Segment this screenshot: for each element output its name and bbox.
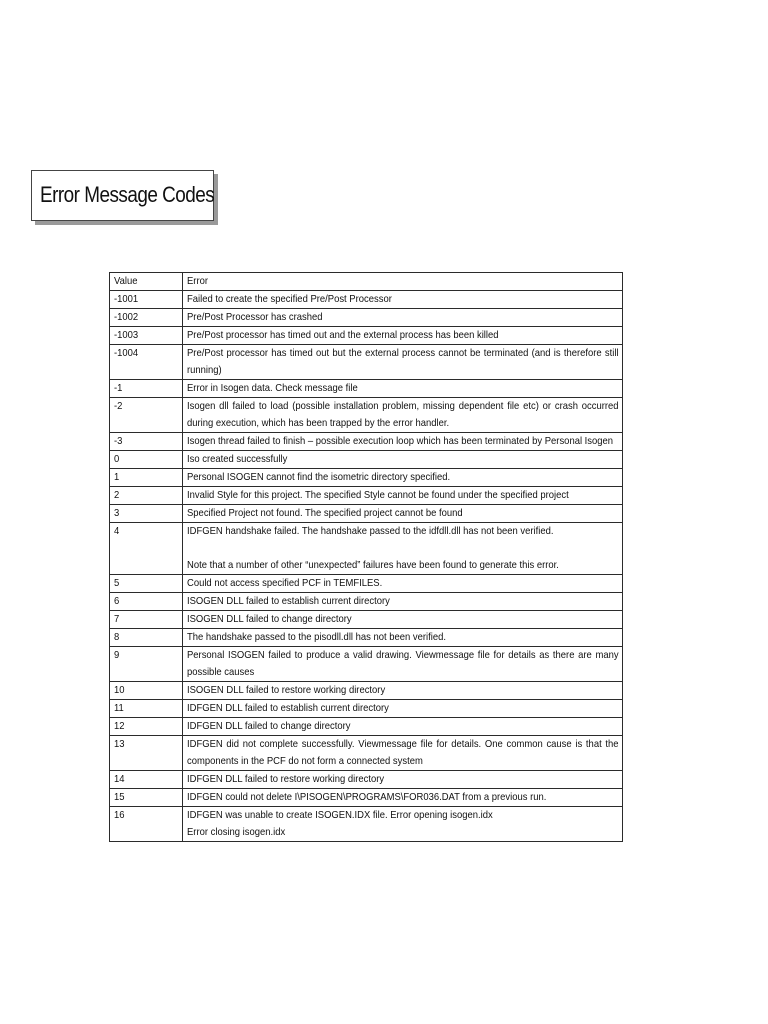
row-value: 11 <box>114 702 124 714</box>
row-value-cell <box>110 345 183 380</box>
header-error: Error <box>183 273 623 291</box>
row-error: IDFGEN was unable to create ISOGEN.IDX file. Error opening isogen.idx Error closing isogen.idx <box>187 809 493 838</box>
row-error: IDFGEN DLL failed to restore working directory <box>187 773 385 785</box>
row-value-cell <box>110 789 183 807</box>
table-row <box>110 380 623 398</box>
row-error: Iso created successfully <box>187 453 288 465</box>
row-error-cell <box>183 593 623 611</box>
row-value: -1003 <box>114 329 139 341</box>
row-error: IDFGEN did not complete successfully. Viewmessage file for details. One common cause is that the components in the PCF do not form a connected system <box>187 738 619 767</box>
table-row <box>110 593 623 611</box>
row-error: Failed to create the specified Pre/Post Processor <box>187 293 392 305</box>
row-value: 5 <box>114 577 120 589</box>
table-row <box>110 789 623 807</box>
row-error-cell <box>183 380 623 398</box>
row-value-cell <box>110 593 183 611</box>
row-error: Pre/Post processor has timed out and the external process has been killed <box>187 329 499 341</box>
row-error: Pre/Post processor has timed out but the external process cannot be terminated (and is therefore still running) <box>187 347 619 376</box>
row-value-cell <box>110 523 183 575</box>
row-value: 2 <box>114 489 120 501</box>
table-row <box>110 523 623 575</box>
row-error-cell <box>183 771 623 789</box>
row-value: 4 <box>114 525 120 537</box>
row-error: Pre/Post Processor has crashed <box>187 311 323 323</box>
row-error: Personal ISOGEN failed to produce a valid drawing. Viewmessage file for details as there are many possible causes <box>187 649 619 678</box>
row-value-cell <box>110 647 183 682</box>
error-codes-table <box>109 272 623 842</box>
row-error-cell <box>183 487 623 505</box>
row-value: 10 <box>114 684 125 696</box>
row-error: Could not access specified PCF in TEMFILES. <box>187 577 383 589</box>
row-error: IDFGEN DLL failed to change directory <box>187 720 351 732</box>
table-row <box>110 771 623 789</box>
row-value-cell <box>110 505 183 523</box>
table-row <box>110 682 623 700</box>
table-row <box>110 736 623 771</box>
row-value-cell <box>110 682 183 700</box>
row-error-cell <box>183 398 623 433</box>
row-error-cell <box>183 451 623 469</box>
row-error-cell <box>183 718 623 736</box>
row-value: 16 <box>114 809 125 821</box>
row-error-cell <box>183 647 623 682</box>
row-error-cell <box>183 291 623 309</box>
row-value: 3 <box>114 507 120 519</box>
row-value-cell <box>110 398 183 433</box>
row-value: 7 <box>114 613 120 625</box>
table-row <box>110 575 623 593</box>
row-error-cell <box>183 345 623 380</box>
row-value: 1 <box>114 471 120 483</box>
table-row <box>110 451 623 469</box>
row-error-cell <box>183 789 623 807</box>
row-error-cell <box>183 327 623 345</box>
row-error: IDFGEN handshake failed. The handshake passed to the idfdll.dll has not been verified. Note that a number of other “unexpected” failures have been found to generate this error. <box>187 525 559 571</box>
row-value-cell <box>110 611 183 629</box>
table-row <box>110 327 623 345</box>
header-value: Value <box>110 273 183 291</box>
row-value: 14 <box>114 773 125 785</box>
row-error: IDFGEN could not delete I\PISOGEN\PROGRAMS\FOR036.DAT from a previous run. <box>187 791 547 803</box>
row-value: 0 <box>114 453 120 465</box>
row-value-cell <box>110 380 183 398</box>
table-row <box>110 505 623 523</box>
row-error-cell <box>183 682 623 700</box>
row-value: 6 <box>114 595 120 607</box>
row-error: Personal ISOGEN cannot find the isometric directory specified. <box>187 471 451 483</box>
row-value-cell <box>110 718 183 736</box>
row-value: -1 <box>114 382 123 394</box>
row-error-cell <box>183 736 623 771</box>
row-value-cell <box>110 487 183 505</box>
table-row <box>110 807 623 842</box>
row-error: Error in Isogen data. Check message file <box>187 382 358 394</box>
row-error: Invalid Style for this project. The specified Style cannot be found under the specified project <box>187 489 569 501</box>
row-error: IDFGEN DLL failed to establish current directory <box>187 702 389 714</box>
row-error-cell <box>183 575 623 593</box>
table-row <box>110 469 623 487</box>
row-value: -2 <box>114 400 123 412</box>
row-error-cell <box>183 611 623 629</box>
table-row <box>110 398 623 433</box>
row-error-cell <box>183 309 623 327</box>
row-error: Isogen dll failed to load (possible installation problem, missing dependent file etc) or crash occurred during execution, which has been trapped by the error handler. <box>187 400 619 429</box>
row-value-cell <box>110 309 183 327</box>
row-error: Specified Project not found. The specified project cannot be found <box>187 507 463 519</box>
table-row <box>110 291 623 309</box>
row-value: -1004 <box>114 347 139 359</box>
row-error: The handshake passed to the pisodll.dll has not been verified. <box>187 631 447 643</box>
row-error: Isogen thread failed to finish – possible execution loop which has been terminated by Personal Isogen <box>187 435 614 447</box>
row-value-cell <box>110 771 183 789</box>
row-value-cell <box>110 736 183 771</box>
row-value: -1002 <box>114 311 139 323</box>
table-header-row <box>110 273 623 291</box>
row-error: ISOGEN DLL failed to change directory <box>187 613 352 625</box>
row-error-cell <box>183 807 623 842</box>
title-box <box>31 170 214 221</box>
row-value-cell <box>110 327 183 345</box>
row-value: 9 <box>114 649 120 661</box>
table-row <box>110 433 623 451</box>
row-value: 15 <box>114 791 125 803</box>
row-error: ISOGEN DLL failed to restore working directory <box>187 684 386 696</box>
row-value: 13 <box>114 738 125 750</box>
row-value-cell <box>110 575 183 593</box>
table-row <box>110 718 623 736</box>
row-error-cell <box>183 523 623 575</box>
row-value: -3 <box>114 435 123 447</box>
row-value-cell <box>110 291 183 309</box>
row-error-cell <box>183 433 623 451</box>
row-value-cell <box>110 433 183 451</box>
row-value: 8 <box>114 631 120 643</box>
row-error: ISOGEN DLL failed to establish current directory <box>187 595 390 607</box>
row-value-cell <box>110 469 183 487</box>
row-error-cell <box>183 629 623 647</box>
row-value-cell <box>110 700 183 718</box>
page-title: Error Message Codes <box>40 182 215 207</box>
row-error-cell <box>183 505 623 523</box>
row-value-cell <box>110 451 183 469</box>
table-row <box>110 700 623 718</box>
row-error-cell <box>183 469 623 487</box>
row-error-cell <box>183 700 623 718</box>
table-row <box>110 611 623 629</box>
table-row <box>110 309 623 327</box>
table-row <box>110 487 623 505</box>
table-row <box>110 647 623 682</box>
row-value-cell <box>110 807 183 842</box>
row-value: 12 <box>114 720 125 732</box>
row-value: -1001 <box>114 293 139 305</box>
table-row <box>110 345 623 380</box>
table-row <box>110 629 623 647</box>
row-value-cell <box>110 629 183 647</box>
